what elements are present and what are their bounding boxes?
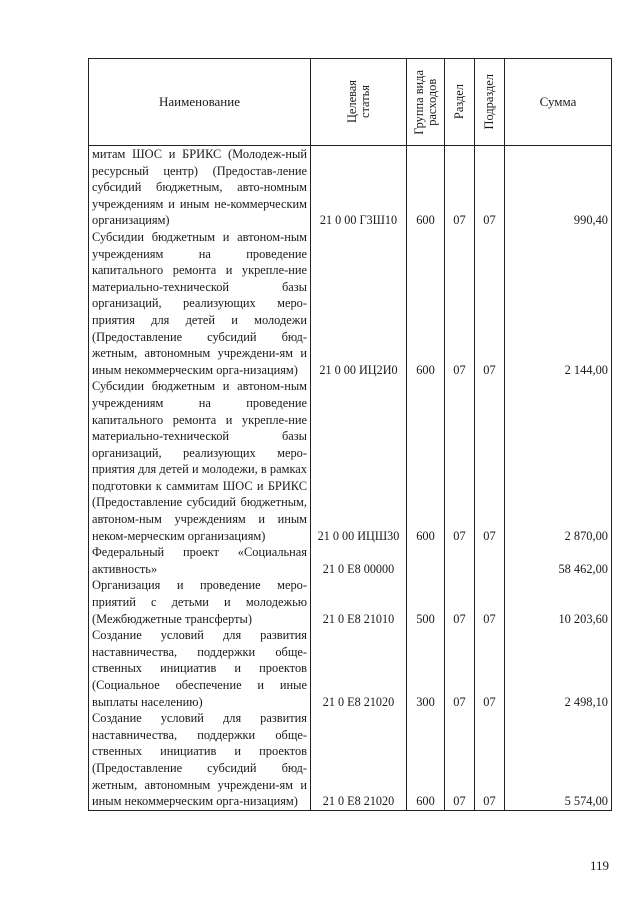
row-group: 500: [407, 577, 445, 627]
row-sum: 5 574,00: [505, 710, 612, 810]
row-section: 07: [445, 146, 475, 229]
table-header-row: [89, 59, 612, 146]
table-row: [89, 710, 612, 810]
row-group: 600: [407, 378, 445, 544]
row-group: 300: [407, 627, 445, 710]
header-name-label: Наименование: [159, 94, 240, 109]
table-row: [89, 577, 612, 627]
header-code-label: Целевая статья: [344, 80, 372, 124]
row-name: Создание условий для развития наставничества, поддержки обще-ственных инициатив и проектов (Социальное обеспечение и иные выплаты населению): [89, 627, 311, 710]
header-sum-label: Сумма: [539, 94, 577, 109]
table-row: [89, 627, 612, 710]
row-code: 21 0 Е8 21020: [311, 710, 407, 810]
row-name: Федеральный проект «Социальная активность»: [89, 544, 311, 577]
row-sum: 990,40: [505, 146, 612, 229]
table-row: [89, 146, 612, 229]
header-group-label: Группа вида расходов: [411, 69, 439, 135]
row-section: 07: [445, 710, 475, 810]
row-section: 07: [445, 378, 475, 544]
row-sum: 2 870,00: [505, 378, 612, 544]
row-code: 21 0 00 ИЦ2И0: [311, 229, 407, 378]
row-subsection: 07: [475, 146, 505, 229]
table-row: [89, 378, 612, 544]
row-section: 07: [445, 229, 475, 378]
row-code: 21 0 Е8 00000: [311, 544, 407, 577]
header-section: [445, 59, 475, 146]
row-code: 21 0 Е8 21020: [311, 627, 407, 710]
row-sum: 2 144,00: [505, 229, 612, 378]
header-subsection: [475, 59, 505, 146]
budget-table: [88, 58, 612, 811]
row-subsection: [475, 544, 505, 577]
row-section: 07: [445, 577, 475, 627]
row-name: Организация и проведение меро-приятий с детьми и молодежью (Межбюджетные трансферты): [89, 577, 311, 627]
header-sum: [505, 59, 612, 146]
row-code: 21 0 00 ИЦШ30: [311, 378, 407, 544]
header-subsection-label: Подраздел: [482, 74, 496, 130]
row-name: Субсидии бюджетным и автоном-ным учреждениям на проведение капитального ремонта и укрепле-ние материально-технической базы организаций, реализующих меро-приятия для детей и молодежи (Предоставление субсидий бюд-жетным, автономным учреждени-ям и иным некоммерческим орга-низациям): [89, 229, 311, 378]
row-section: 07: [445, 627, 475, 710]
row-group: 600: [407, 710, 445, 810]
row-subsection: 07: [475, 378, 505, 544]
row-sum: 2 498,10: [505, 627, 612, 710]
row-subsection: 07: [475, 710, 505, 810]
row-group: 600: [407, 229, 445, 378]
row-section: [445, 544, 475, 577]
row-group: [407, 544, 445, 577]
row-subsection: 07: [475, 229, 505, 378]
header-section-label: Раздел: [452, 84, 466, 120]
row-sum: 10 203,60: [505, 577, 612, 627]
table-row: [89, 544, 612, 577]
row-code: 21 0 00 Г3Ш10: [311, 146, 407, 229]
row-name: Субсидии бюджетным и автоном-ным учреждениям на проведение капитального ремонта и укрепле-ние материально-технической базы организаций, реализующих меро-приятия для детей и молодежи, в рамках подготовки к саммитам ШОС и БРИКС (Предоставление субсидий бюджетным, автоном-ным учреждениям и иным неком-мерческим организациям): [89, 378, 311, 544]
row-group: 600: [407, 146, 445, 229]
row-subsection: 07: [475, 577, 505, 627]
page-number: 119: [590, 858, 610, 873]
row-sum: 58 462,00: [505, 544, 612, 577]
row-name: митам ШОС и БРИКС (Молодеж-ный ресурсный центр) (Предостав-ление субсидий бюджетным, авто-номным учреждениям и иным не-коммерческим организациям): [89, 146, 311, 229]
header-name: [89, 59, 311, 146]
header-code: [311, 59, 407, 146]
row-name: Создание условий для развития наставничества, поддержки обще-ственных инициатив и проектов (Предоставление субсидий бюд-жетным, автономным учреждени-ям и иным некоммерческим орга-низациям): [89, 710, 311, 810]
table-row: [89, 229, 612, 378]
header-group: [407, 59, 445, 146]
row-subsection: 07: [475, 627, 505, 710]
row-code: 21 0 Е8 21010: [311, 577, 407, 627]
